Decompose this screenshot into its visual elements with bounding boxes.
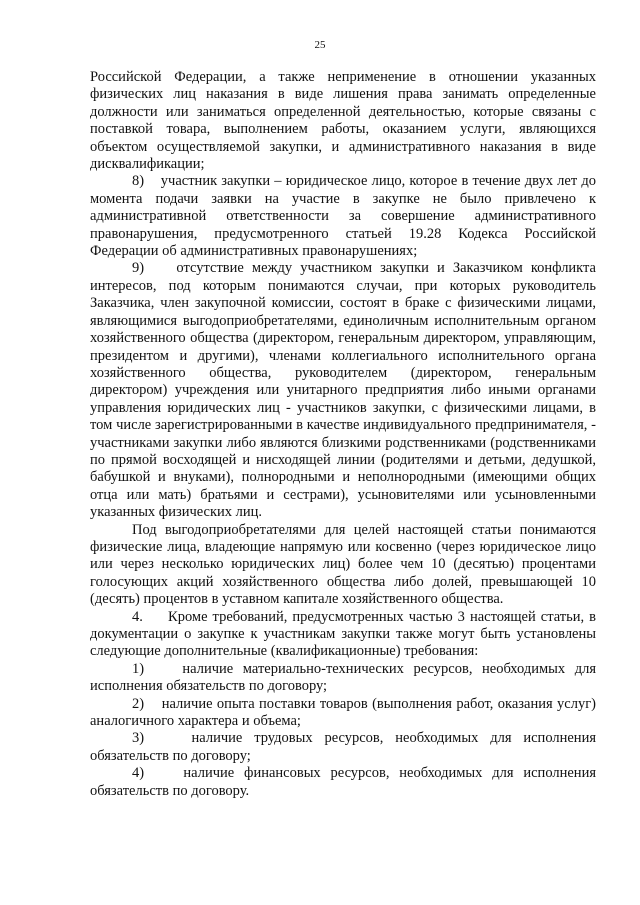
clause-4: 4. Кроме требований, предусмотренных частью 3 настоящей статьи, в документации о закупке к участникам закупки также могут быть установлены следующие дополнительные (квалификационные) требования: [90,608,596,660]
paragraph-continuation: Российской Федерации, а также неприменение в отношении указанных физических лиц наказания в виде лишения права занимать определенные должности или заниматься определенной деятельностью, которые связаны с поставкой товара, выполнением работы, оказанием услуги, являющихся объектом осуществляемой закупки, и административного наказания в виде дисквалификации; [90,69,596,173]
list-item-8: 8) участник закупки – юридическое лицо, которое в течение двух лет до момента подачи заявки на участие в закупке не было привлечено к административной ответственности за совершение административного правонарушения, предусмотренного статьей 19.28 Кодекса Российской Федерации об административных правонарушениях; [90,173,596,260]
paragraph-beneficiaries: Под выгодоприобретателями для целей настоящей статьи понимаются физические лица, владеющие напрямую или косвенно (через юридическое лицо или через несколько юридических лиц) более чем 10 (десятью) процентами голосующих акций хозяйственного общества либо долей, превышающей 10 (десять) процентов в уставном капитале хозяйственного общества. [90,521,596,608]
requirement-2: 2) наличие опыта поставки товаров (выполнения работ, оказания услуг) аналогичного характера и объема; [90,695,596,730]
requirement-3: 3) наличие трудовых ресурсов, необходимых для исполнения обязательств по договору; [90,730,596,764]
page-number: 25 [314,39,326,51]
list-item-9: 9) отсутствие между участником закупки и Заказчиком конфликта интересов, под которым понимаются случаи, при которых руководитель Заказчика, член закупочной комиссии, состоят в браке с физическими лицами, являющимися выгодоприобретателями, единоличным исполнительным органом хозяйственного общества (директором, генеральным директором, управляющим, президентом и другими), членами коллегиального исполнительного органа хозяйственного общества, руководителем (директором, генеральным директором) учреждения или унитарного предприятия либо иными органами управления юридических лиц - участников закупки, с физическими лицами, в том числе зарегистрированными в качестве индивидуального предпринимателя, - участниками закупки либо являются близкими родственниками (родственниками по прямой восходящей и нисходящей линии (родителями и детьми, дедушкой, бабушкой и внуками), полнородными и неполнородными (имеющими общих отца или мать) братьями и сестрами), усыновителями или усыновленными указанных физических лиц. [90,260,596,521]
document-body [90,69,596,800]
requirement-4: 4) наличие финансовых ресурсов, необходимых для исполнения обязательств по договору. [90,765,596,799]
requirement-1: 1) наличие материально-технических ресурсов, необходимых для исполнения обязательств по договору; [90,660,596,695]
